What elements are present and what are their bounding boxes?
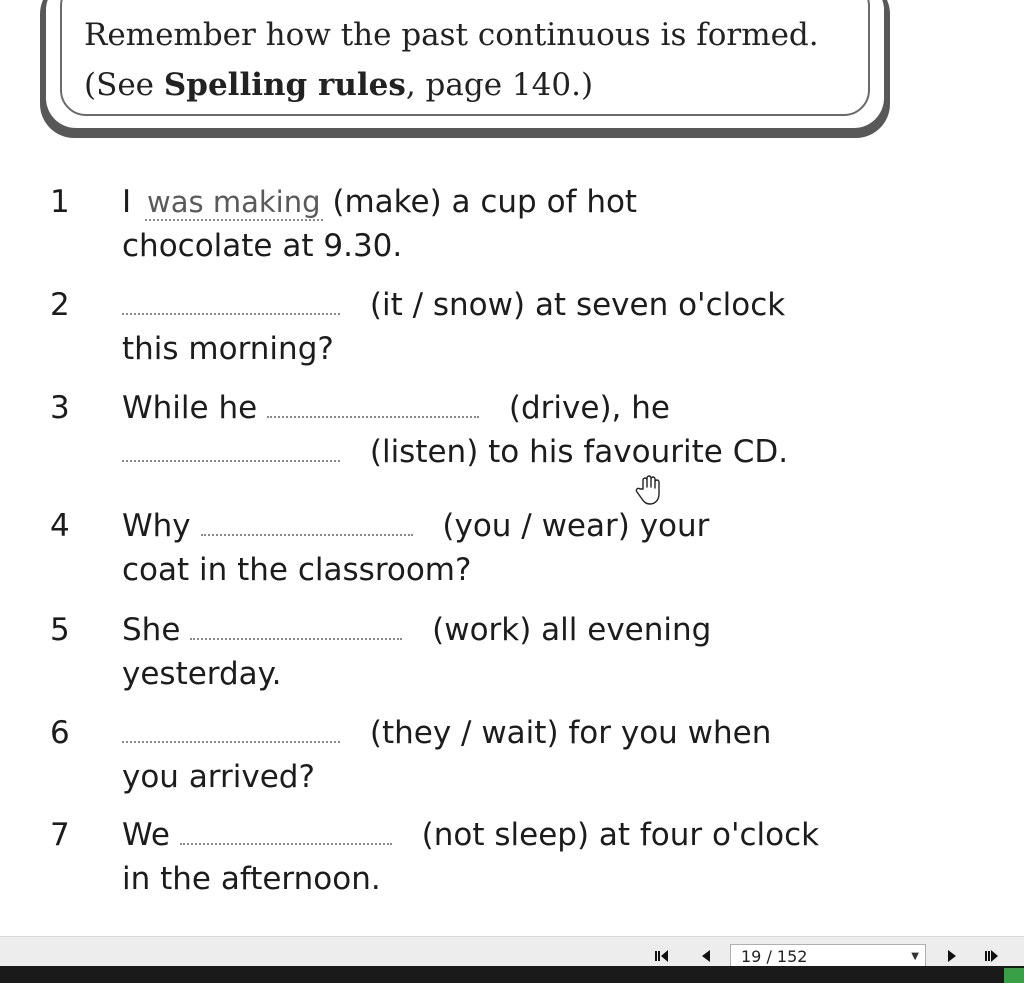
green-indicator[interactable] (1004, 968, 1024, 983)
item-verb: (not sleep) at four o'clock (421, 817, 820, 853)
instruction-text (84, 10, 819, 110)
hand-cursor-icon (634, 474, 664, 508)
item-verb: (drive), he (508, 390, 670, 426)
item-line-2 (122, 430, 788, 474)
item-number: 4 (50, 508, 70, 544)
item-number: 1 (50, 184, 70, 220)
item-continuation: yesterday. (122, 656, 282, 692)
instruction-line-2-suffix: , page 140.) (405, 67, 594, 103)
item-number: 6 (50, 715, 70, 751)
item-number: 2 (50, 287, 70, 323)
item-subject: I (122, 184, 132, 220)
item-continuation: this morning? (122, 331, 334, 367)
instruction-line-2-prefix: (See (84, 67, 164, 103)
item-verb: (you / wear) your (442, 508, 710, 544)
skip-back-icon[interactable] (652, 945, 672, 967)
next-icon[interactable] (942, 945, 962, 967)
item-line-1 (122, 504, 709, 548)
item-line-1 (122, 386, 670, 430)
answer-blank[interactable] (122, 717, 340, 743)
answer-blank[interactable] (201, 510, 413, 536)
answer-blank[interactable] (190, 614, 402, 640)
item-verb: (work) all evening (432, 612, 712, 648)
item-line-1 (122, 283, 785, 327)
item-subject: While he (122, 390, 258, 426)
item-verb: (they / wait) for you when (369, 715, 772, 751)
answer-blank[interactable] (267, 392, 479, 418)
answer-blank[interactable] (122, 289, 340, 315)
item-verb: (make) a cup of hot (332, 184, 638, 220)
item-line-1 (122, 608, 711, 652)
item-subject: Why (122, 508, 191, 544)
item-verb-2: (listen) to his favourite CD. (369, 434, 789, 470)
taskbar (0, 966, 1024, 983)
item-number: 7 (50, 817, 70, 853)
item-continuation: coat in the classroom? (122, 552, 472, 588)
instruction-spelling-rules: Spelling rules (163, 67, 406, 103)
item-subject: We (122, 817, 170, 853)
answer-blank-2[interactable] (122, 436, 340, 462)
answer-blank-filled[interactable]: was making (147, 185, 321, 219)
item-verb: (it / snow) at seven o'clock (369, 287, 786, 323)
instruction-line-2 (84, 60, 819, 110)
prev-icon[interactable] (696, 945, 716, 967)
item-subject: She (122, 612, 181, 648)
page-indicator: 19 / 152 (741, 947, 808, 966)
skip-forward-icon[interactable] (982, 945, 1002, 967)
item-number: 5 (50, 612, 70, 648)
chevron-down-icon: ▼ (911, 951, 919, 962)
item-continuation: in the afternoon. (122, 861, 381, 897)
item-continuation: you arrived? (122, 759, 315, 795)
instruction-line-1: Remember how the past continuous is formed. (84, 17, 819, 53)
item-line-1 (122, 711, 771, 755)
item-line-1 (122, 813, 819, 857)
item-number: 3 (50, 390, 70, 426)
answer-blank[interactable] (180, 819, 392, 845)
page-selector[interactable] (730, 944, 926, 968)
item-continuation: chocolate at 9.30. (122, 228, 403, 264)
item-line-1 (122, 180, 637, 224)
